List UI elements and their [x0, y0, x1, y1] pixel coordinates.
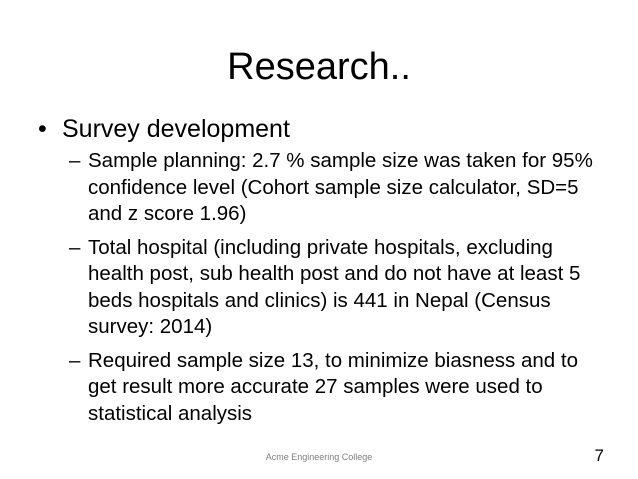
bullet-item-survey-development — [38, 112, 608, 146]
sub-bullet-sample-planning — [38, 148, 608, 228]
dash-marker: – — [69, 348, 81, 372]
dash-marker: – — [69, 149, 81, 172]
sub-bullet-total-hospital — [38, 235, 608, 341]
slide-title: Research.. — [227, 46, 411, 88]
bullet-text: Survey development — [62, 115, 290, 143]
page-number: 7 — [594, 446, 604, 465]
sub-bullet-text: Required sample size 13, to minimize biasness and to get result more accurate 27 samples were used to statistical analysis — [88, 348, 578, 425]
bullet-list — [38, 112, 608, 434]
footer-text: Acme Engineering College — [265, 452, 373, 462]
sub-bullet-text: Total hospital (including private hospitals, excluding health post, sub health post and do not have at least 5 beds hospitals and clinics) is 441 in Nepal (Census survey: 2014) — [88, 235, 581, 338]
bullet-marker: • — [38, 115, 47, 143]
sub-bullet-list — [38, 148, 608, 427]
sub-bullet-text: Sample planning: 2.7 % sample size was taken for 95% confidence level (Cohort sample size calculator, SD=5 and z score 1.96) — [88, 149, 593, 225]
dash-marker: – — [69, 235, 81, 259]
sub-bullet-required-sample-size — [38, 348, 608, 428]
